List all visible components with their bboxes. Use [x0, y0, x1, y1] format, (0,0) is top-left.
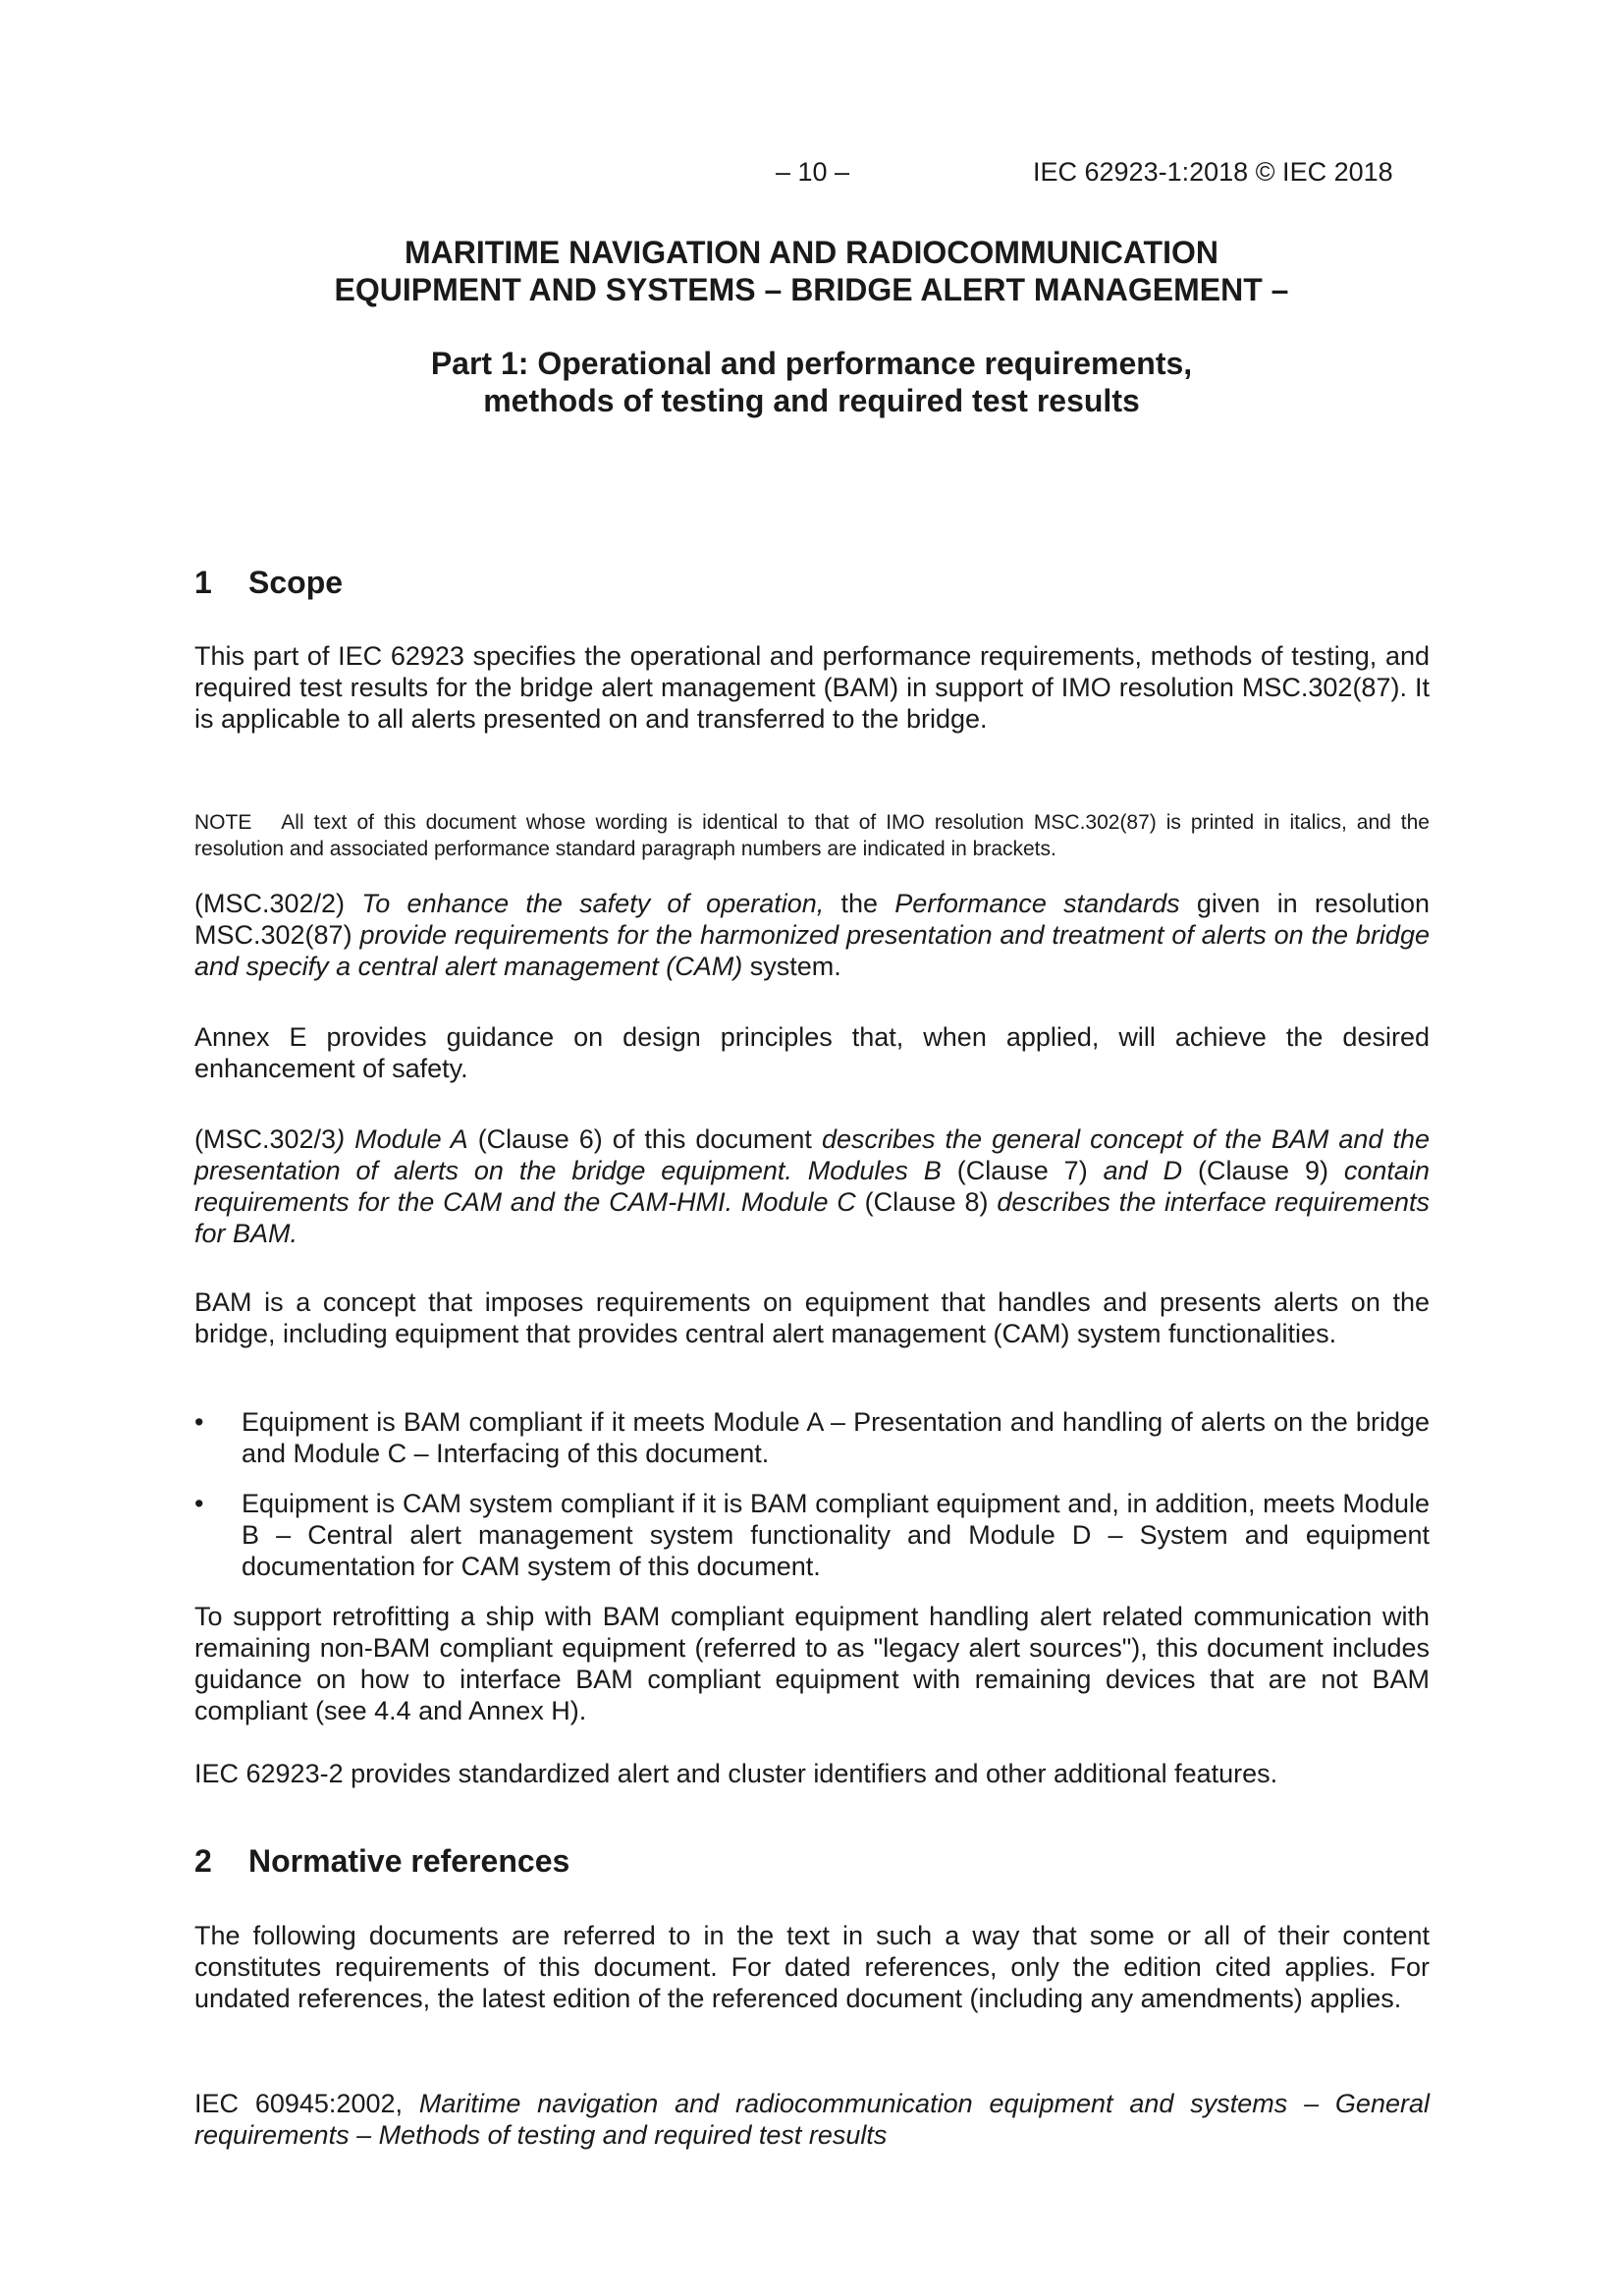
text-run: system.: [742, 952, 841, 981]
italic-run: provide requirements for the harmonized presentation and treatment of alerts on the bridge and specify a central alert management (CAM): [194, 920, 1430, 981]
section-number: 1: [194, 565, 212, 600]
text-run: (MSC.302/2): [194, 889, 362, 918]
normative-references-paragraph: The following documents are referred to in the text in such a way that some or all of their content constitutes requirements of this document. For dated references, only the edition cited applies. For undated references, the latest edition of the referenced document (including any amendments) applies.: [194, 1921, 1430, 2013]
text-run: (Clause 6) of this document: [467, 1124, 822, 1154]
italic-run: and D: [1103, 1156, 1183, 1185]
page-number: – 10 –: [776, 157, 850, 187]
part-title: [0, 345, 1623, 419]
section-2-heading: [194, 1843, 569, 1880]
bullet-text: Equipment is CAM system compliant if it is BAM compliant equipment and, in addition, meets Module B – Central alert management system functionality and Module D – System and equipment documentation for CAM system of this document.: [242, 1489, 1430, 1581]
bullet-item-bam-compliant: [194, 1406, 1430, 1469]
text-run: (Clause 7): [941, 1156, 1104, 1185]
part-title-line-2: methods of testing and required test results: [483, 383, 1140, 418]
bullet-text: Equipment is BAM compliant if it meets Module A – Presentation and handling of alerts on the bridge and Module C – Interfacing of this document.: [242, 1407, 1430, 1468]
bullet-icon: •: [194, 1407, 204, 1437]
bullet-icon: •: [194, 1489, 204, 1518]
msc-302-3-paragraph: [194, 1123, 1430, 1249]
text-run: (MSC.302/3: [194, 1124, 337, 1154]
italic-run: ) Module A: [336, 1124, 468, 1154]
document-title: [0, 234, 1623, 308]
text-run: (Clause 9): [1182, 1156, 1344, 1185]
note-label: NOTE: [194, 811, 252, 834]
part-title-line-1: Part 1: Operational and performance requirements,: [430, 346, 1193, 381]
italic-run: To enhance the safety of operation,: [361, 889, 825, 918]
section-number: 2: [194, 1843, 212, 1879]
bam-concept-paragraph: BAM is a concept that imposes requirements on equipment that handles and presents alerts on the bridge, including equipment that provides central alert management (CAM) system functionalities.: [194, 1287, 1430, 1348]
reference-id: IEC 60945:2002,: [194, 2089, 403, 2118]
text-run: the: [824, 889, 895, 918]
italic-run: contain requirements for the CAM and the CAM-HMI. Module C: [194, 1156, 1430, 1217]
italic-run: describes the general concept of the BAM and the presentation of alerts on the bridge equipment. Modules B: [194, 1124, 1430, 1185]
section-title: Scope: [248, 565, 344, 600]
annex-e-paragraph: Annex E provides guidance on design principles that, when applied, will achieve the desired enhancement of safety.: [194, 1022, 1430, 1083]
msc-302-2-paragraph: [194, 888, 1430, 982]
note-text: All text of this document whose wording is identical to that of IMO resolution MSC.302(87) is printed in italics, and the resolution and associated performance standard paragraph numbers are indicated in brackets.: [194, 811, 1430, 860]
iec-62923-2-paragraph: IEC 62923-2 provides standardized alert and cluster identifiers and other additional features.: [194, 1759, 1278, 1788]
italic-run: Performance standards: [894, 889, 1180, 918]
standard-reference: IEC 62923-1:2018 © IEC 2018: [1033, 157, 1393, 187]
note: [194, 809, 1430, 862]
text-run: (Clause 8): [855, 1187, 998, 1217]
section-title: Normative references: [248, 1843, 570, 1879]
text-run: given in resolution MSC.302(87): [194, 889, 1431, 950]
retrofitting-paragraph: To support retrofitting a ship with BAM compliant equipment handling alert related communication with remaining non-BAM compliant equipment (referred to as "legacy alert sources"), this document includes guidance on how to interface BAM compliant equipment with remaining devices that are not BAM compliant (see 4.4 and Annex H).: [194, 1602, 1430, 1725]
scope-paragraph: This part of IEC 62923 specifies the operational and performance requirements, methods of testing, and required test results for the bridge alert management (BAM) in support of IMO resolution MSC.302(87). It is applicable to all alerts presented on and transferred to the bridge.: [194, 641, 1430, 734]
italic-run: describes the interface requirements for BAM.: [194, 1187, 1430, 1248]
section-1-heading: [194, 565, 343, 601]
title-line-2: EQUIPMENT AND SYSTEMS – BRIDGE ALERT MANAGEMENT –: [334, 272, 1289, 307]
reference-iec-60945: [194, 2088, 1430, 2151]
title-line-1: MARITIME NAVIGATION AND RADIOCOMMUNICATION: [405, 235, 1218, 270]
reference-title: Maritime navigation and radiocommunication equipment and systems – General requirements – Methods of testing and required test results: [194, 2089, 1430, 2150]
bullet-item-cam-compliant: [194, 1488, 1430, 1582]
